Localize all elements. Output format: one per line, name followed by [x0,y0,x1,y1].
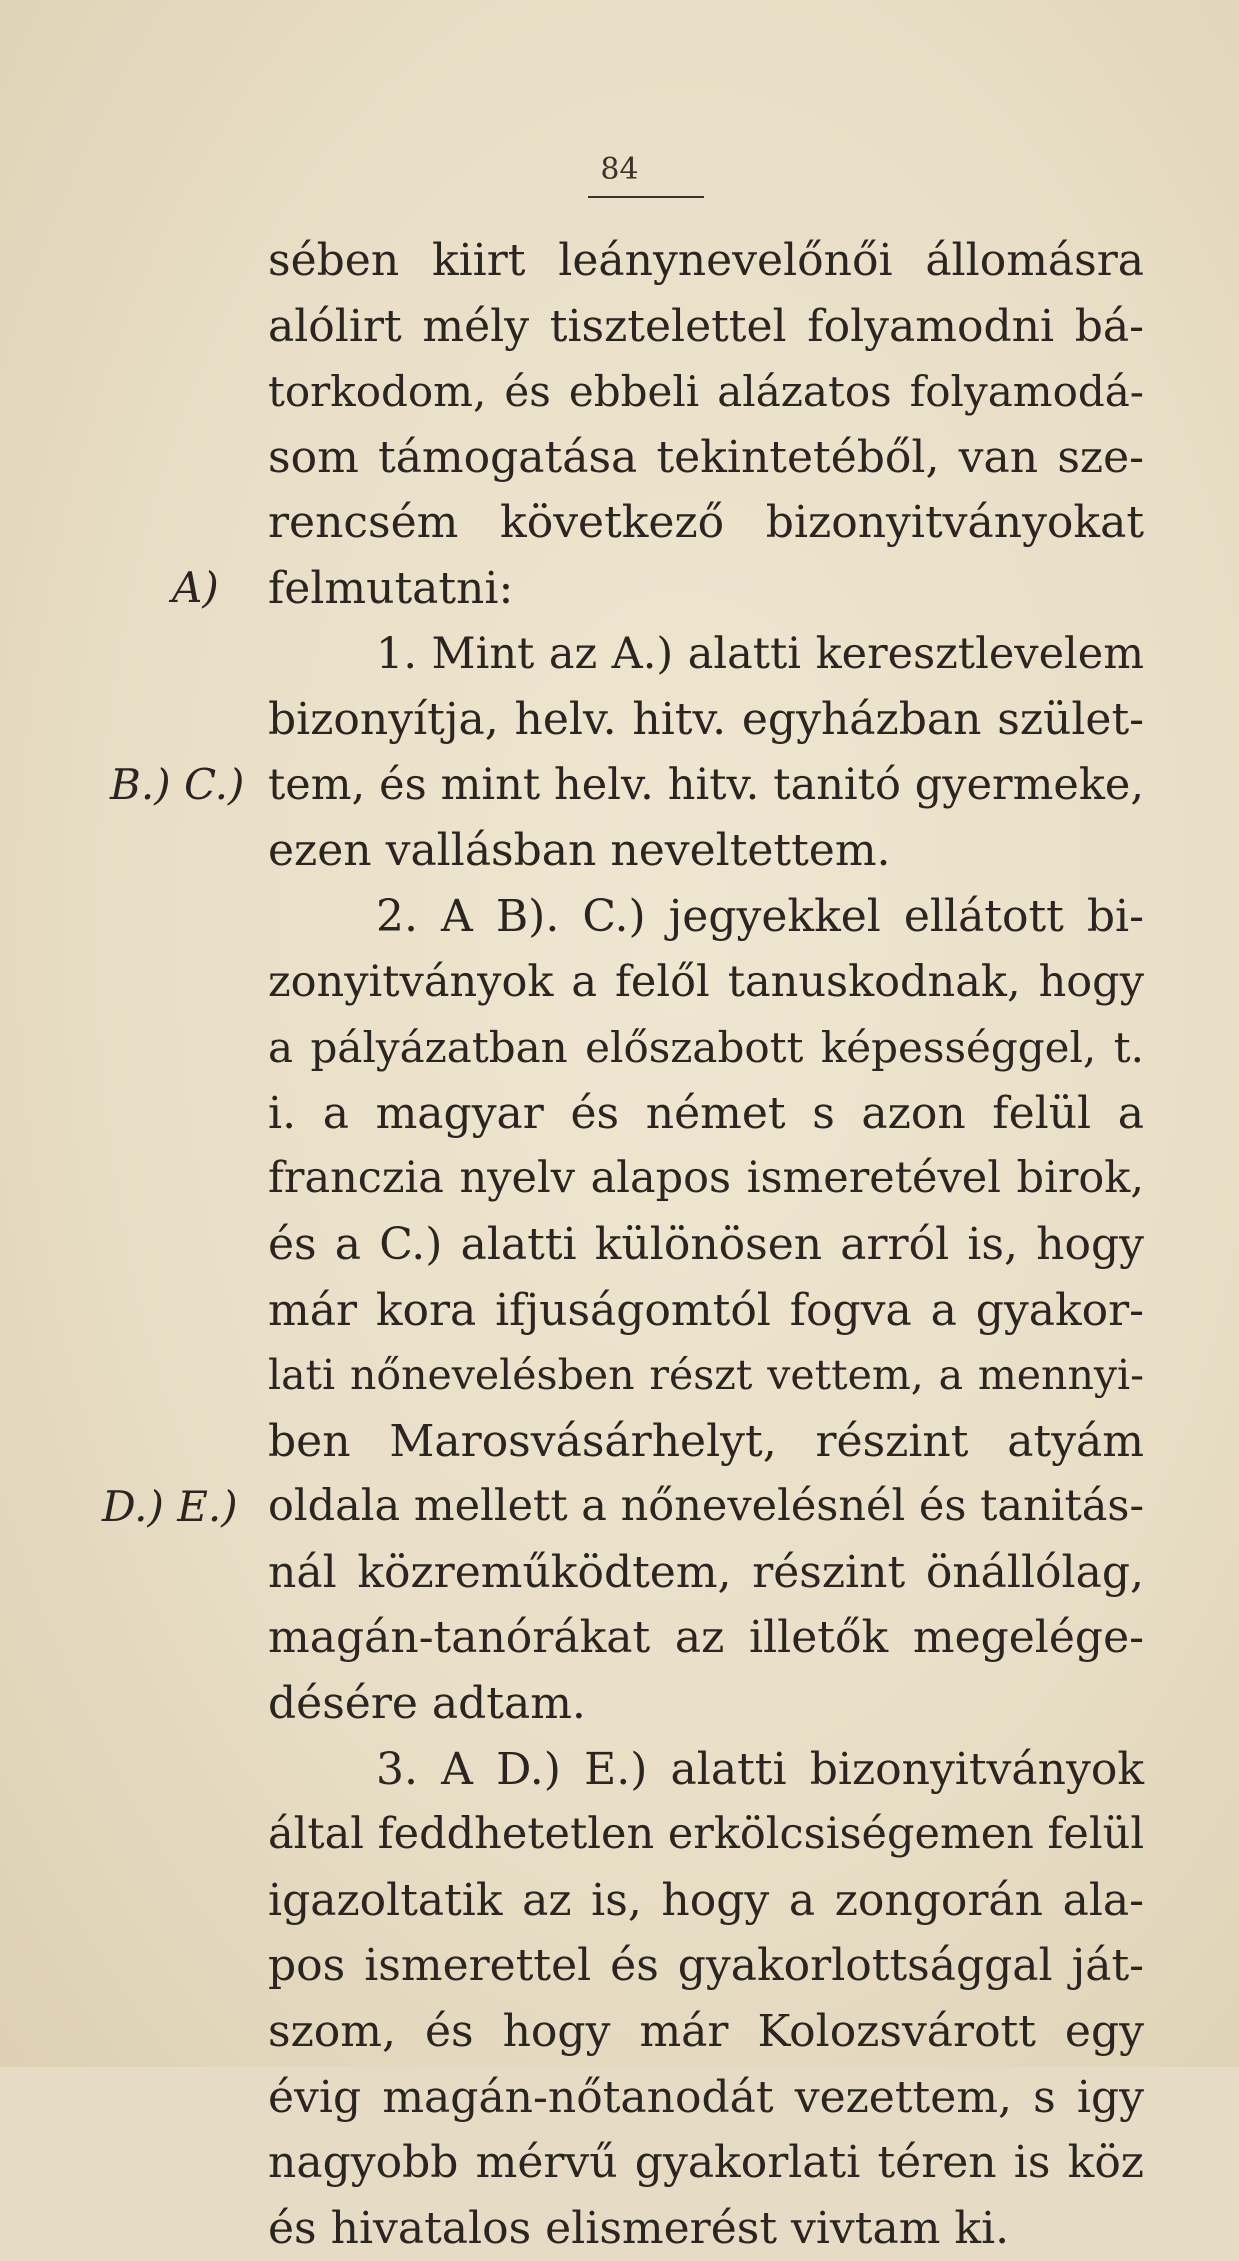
page-number: 84 [600,152,639,187]
text-line: bizonyítja, helv. hitv. egyházban szület- [268,694,1144,746]
body-text [268,228,1144,2261]
margin-note-a: A) [172,563,219,612]
text-line: désére adtam. [268,1678,586,1730]
text-line: rencsém következő bizonyitványokat [268,497,1144,549]
text-line: ezen vallásban neveltettem. [268,825,891,877]
text-line: tem, és mint helv. hitv. tanitó gyermeke, [268,759,1144,810]
text-line: torkodom, és ebbeli alázatos folyamodá- [268,367,1144,417]
text-line: évig magán-nőtanodát vezettem, s igy [268,2071,1144,2123]
text-line: oldala mellett a nőnevelésnél és tanitás- [268,1481,1144,1532]
text-line: és hivatalos elismerést vivtam ki. [268,2202,1010,2254]
text-line: sében kiirt leánynevelőnői állomásra [268,235,1144,286]
margin-note-b-c: B.) C.) [110,760,245,809]
text-line: magán-tanórákat az illetők megelége- [268,1612,1144,1664]
text-line: a pályázatban előszabott képességgel, t. [268,1023,1144,1073]
text-line: már kora ifjuságomtól fogva a gyakor- [268,1284,1144,1336]
text-line: 1. Mint az A.) alatti keresztlevelem [376,628,1144,679]
text-line: szom, és hogy már Kolozsvárott egy [268,2006,1144,2058]
text-line: lati nőnevelésben részt vettem, a mennyi- [268,1351,1144,1400]
text-line: 2. A B). C.) jegyekkel ellátott bi- [376,890,1144,942]
text-line: i. a magyar és német s azon felül a [268,1087,1144,1139]
text-line: pos ismerettel és gyakorlottsággal ját- [268,1940,1144,1992]
text-line: nál közreműködtem, részint önállólag, [268,1546,1144,1598]
text-line: felmutatni: [268,562,514,614]
text-line: franczia nyelv alapos ismeretével birok, [268,1153,1144,1204]
header-rule [588,196,704,198]
text-line: ben Marosvásárhelyt, részint atyám [268,1415,1144,1467]
text-line: igazoltatik az is, hogy a zongorán ala- [268,1874,1144,1926]
text-line: és a C.) alatti különösen arról is, hogy [268,1218,1144,1270]
text-line: nagyobb mérvű gyakorlati téren is köz [268,2137,1144,2189]
text-line: som támogatása tekintetéből, van sze- [268,431,1144,483]
text-line: 3. A D.) E.) alatti bizonyitványok [376,1743,1144,1795]
text-line: zonyitványok a felől tanuskodnak, hogy [268,956,1144,1007]
text-line: által feddhetetlen erkölcsiségemen felül [268,1809,1145,1860]
margin-note-d-e: D.) E.) [102,1482,238,1531]
text-line: alólirt mély tisztelettel folyamodni bá- [268,300,1144,352]
